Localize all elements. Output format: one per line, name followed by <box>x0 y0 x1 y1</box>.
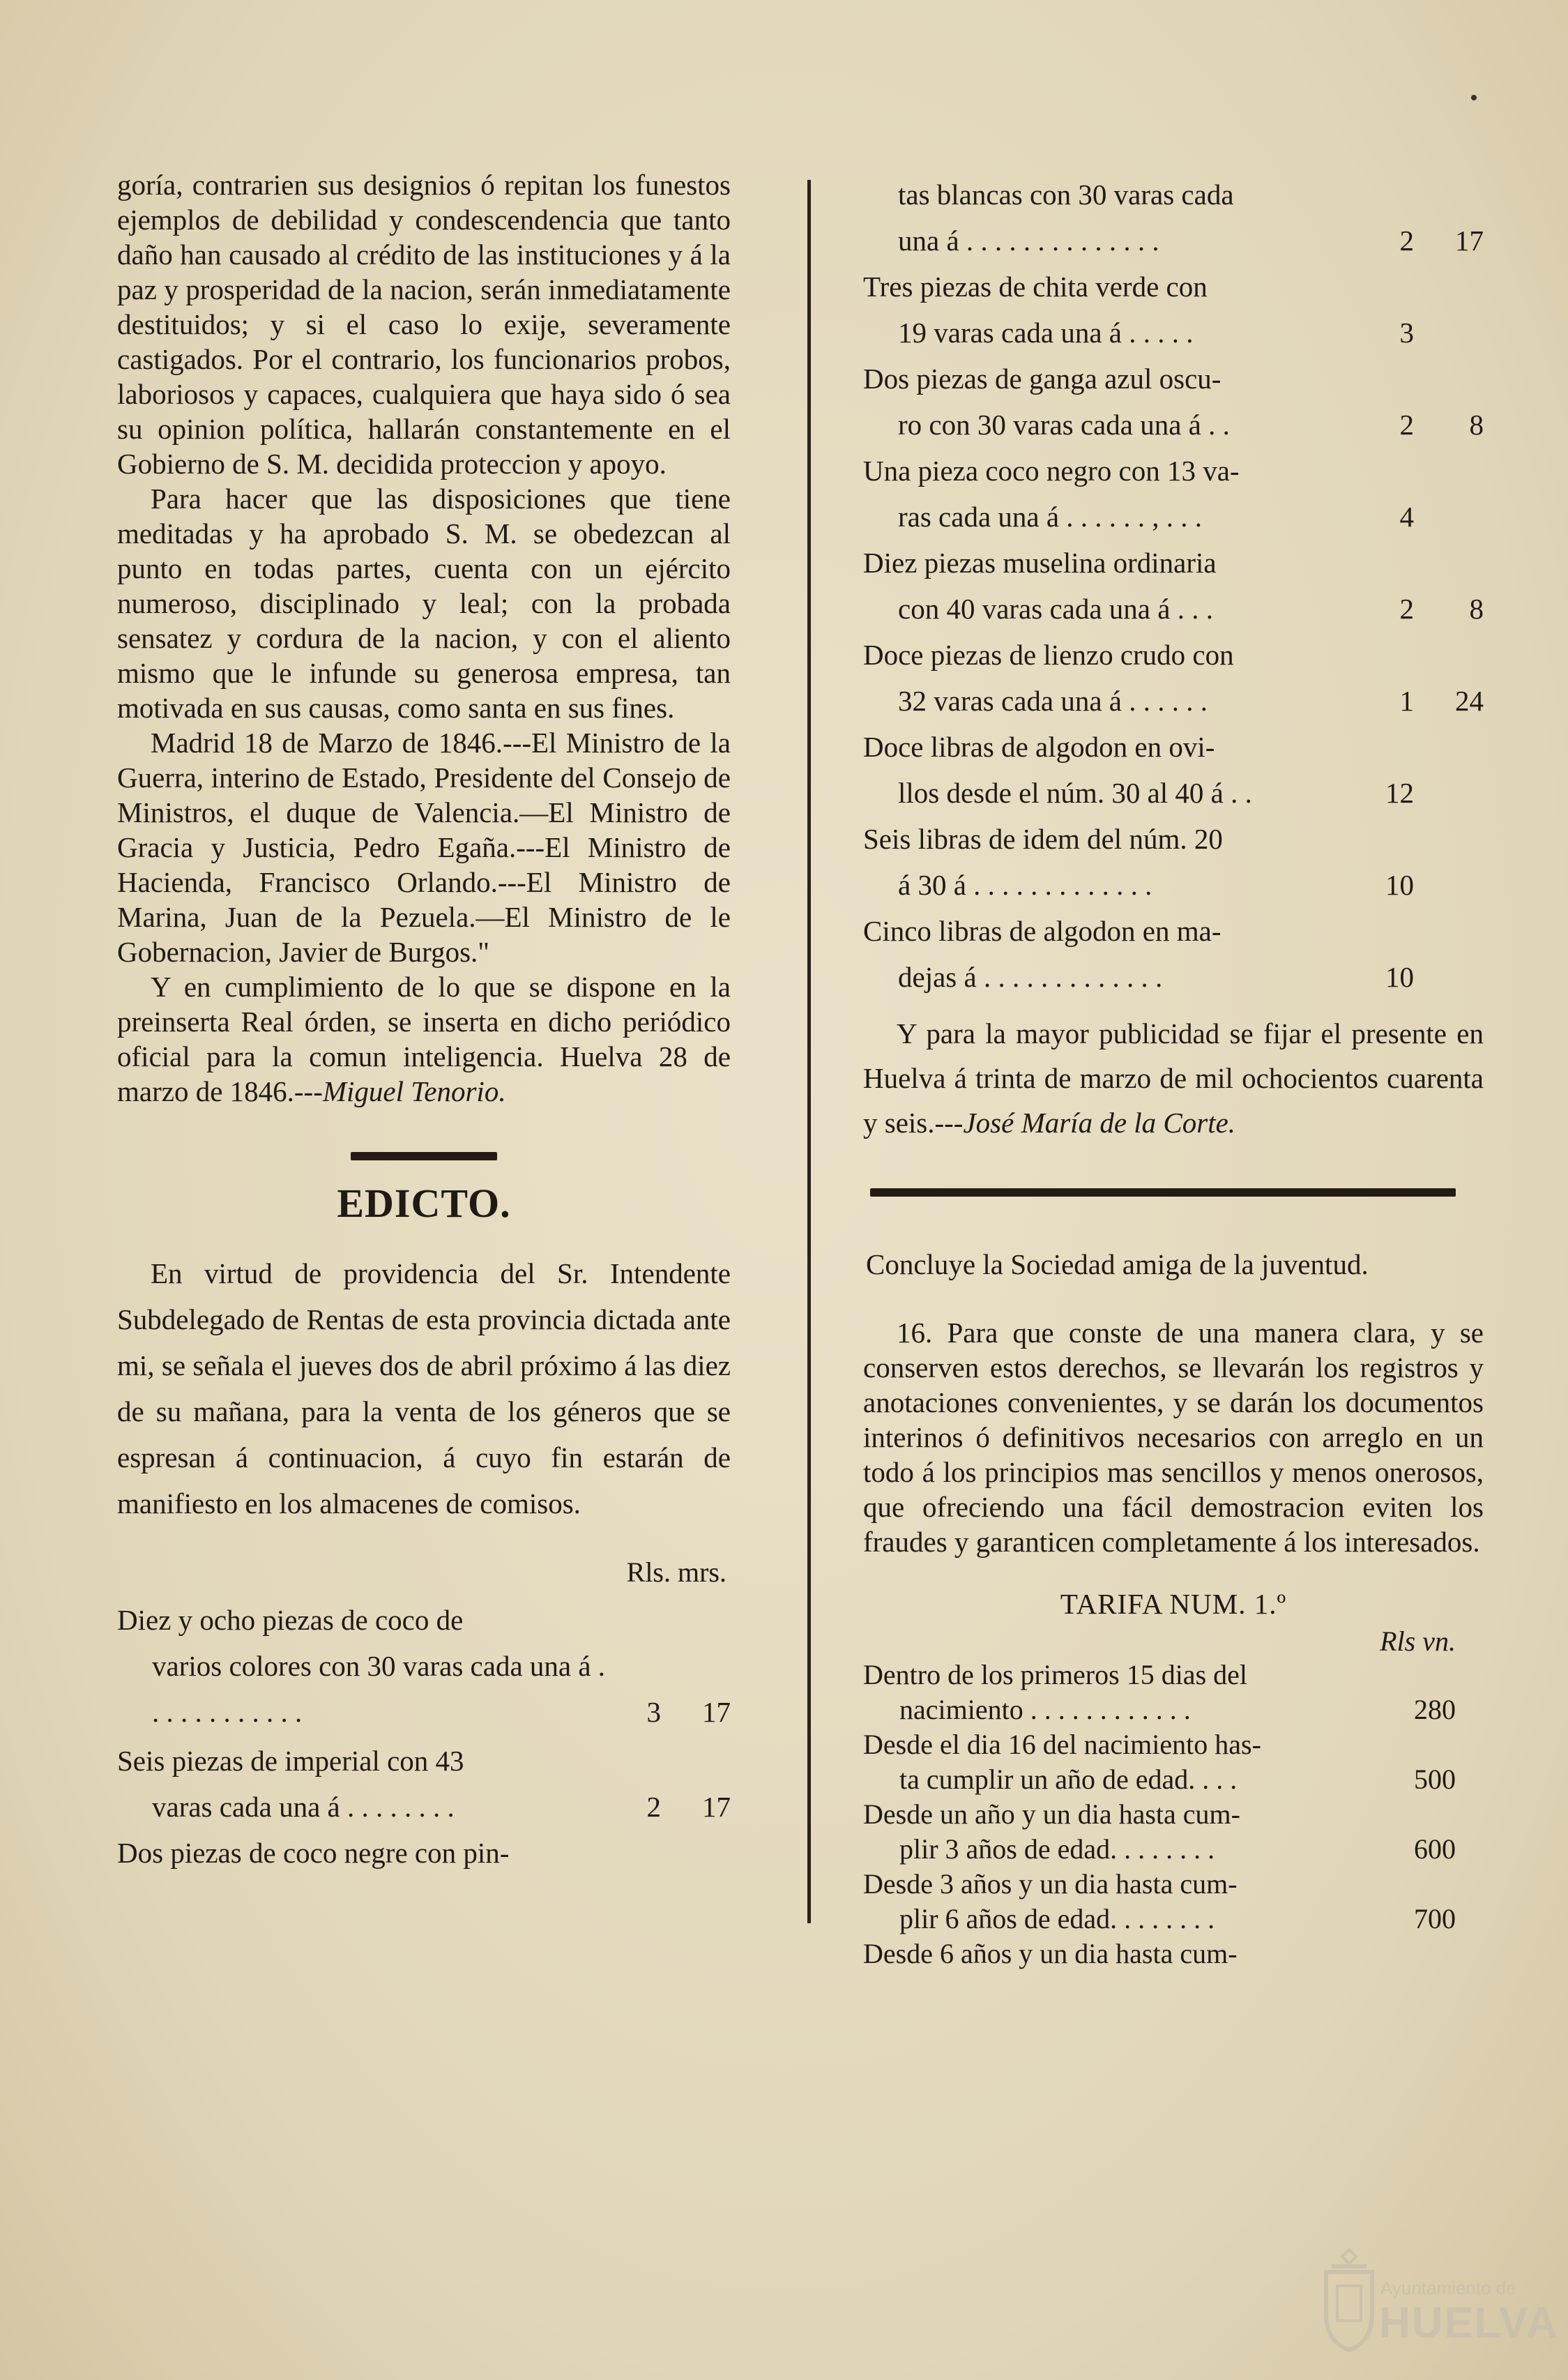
tarifa-title: TARIFA NUM. 1.º <box>1060 1588 1287 1620</box>
goods-item-line: Doce piezas de lienzo crudo con <box>863 639 1234 671</box>
goods-maravedis: 17 <box>702 1696 731 1728</box>
goods-item-line: 19 varas cada una á . . . . . <box>898 317 1194 349</box>
tarifa-row-line: nacimiento . . . . . . . . . . . . <box>899 1694 1191 1725</box>
goods-maravedis: 17 <box>1455 225 1484 257</box>
goods-item <box>863 908 1484 1000</box>
goods-item-line: tas blancas con 30 varas cada <box>898 179 1234 211</box>
goods-maravedis: 8 <box>1469 593 1484 625</box>
goods-item <box>863 172 1484 264</box>
tarifa-value: 280 <box>1414 1694 1456 1725</box>
goods-reales: 10 <box>1385 869 1414 901</box>
tarifa-value: 700 <box>1414 1903 1456 1934</box>
huelva-watermark <box>1297 2244 1559 2363</box>
goods-item-line: llos desde el núm. 30 al 40 á . . <box>898 777 1252 809</box>
goods-item <box>863 356 1484 448</box>
goods-item-line: Tres piezas de chita verde con <box>863 271 1208 303</box>
goods-item-line: á 30 á . . . . . . . . . . . . . <box>898 869 1152 901</box>
goods-reales: 2 <box>1399 593 1414 625</box>
print-speck <box>1471 95 1477 100</box>
goods-item-line: Doce libras de algodon en ovi- <box>863 731 1215 763</box>
tarifa-row <box>863 1936 1484 1971</box>
tarifa-row-line: Desde el dia 16 del nacimiento has- <box>863 1729 1261 1760</box>
watermark-line1: Ayuntamiento de <box>1380 2277 1516 2298</box>
goods-item <box>863 632 1484 724</box>
closing-text: Y para la mayor publicidad se fijar el presente en Huelva á trinta de marzo de mil ochocientos cuarenta y seis.--- <box>863 1017 1484 1139</box>
goods-maravedis: 8 <box>1469 409 1484 441</box>
compliance-text: Y en cumplimiento de lo que se dispone en la preinserta Real órden, se inserta en dicho periódico oficial para la comun inteligencia. Huelva 28 de marzo de 1846.--- <box>117 971 731 1107</box>
paragraph-compliance <box>117 969 731 1109</box>
goods-reales: 10 <box>1385 961 1414 993</box>
tarifa-row-line: Desde 6 años y un dia hasta cum- <box>863 1938 1238 1969</box>
goods-item <box>863 540 1484 632</box>
tarifa-unit-header: Rls vn. <box>1380 1625 1456 1657</box>
goods-reales: 1 <box>1399 685 1414 717</box>
tarifa-row-line: plir 3 años de edad. . . . . . . . <box>899 1833 1215 1865</box>
tarifa-value: 500 <box>1414 1764 1456 1795</box>
right-column <box>863 172 1484 1971</box>
left-column <box>117 167 731 1876</box>
goods-item <box>863 816 1484 908</box>
tarifa-row <box>863 1797 1484 1867</box>
goods-item-line: ras cada una á . . . . . . , . . . <box>898 501 1203 533</box>
goods-item <box>863 724 1484 816</box>
goods-item-line: varios colores con 30 varas cada una á . . . . . . . . . . . . <box>152 1650 606 1728</box>
goods-header: Rls. mrs. <box>626 1556 726 1588</box>
goods-maravedis: 24 <box>1455 685 1484 717</box>
goods-item-line: 32 varas cada una á . . . . . . <box>898 685 1208 717</box>
goods-reales: 3 <box>1399 317 1414 349</box>
paragraph-signatures: Madrid 18 de Marzo de 1846.---El Ministro de la Guerra, interino de Estado, Presidente del Consejo de Ministros, el duque de Valencia.—El Ministro de Gracia y Justicia, Pedro Egaña.---El Ministro de Hacienda, Francisco Orlando.---El Ministro de Marina, Juan de la Pezuela.—El Ministro de le Gobernacion, Javier de Burgos." <box>117 727 731 968</box>
edicto-title: EDICTO. <box>337 1181 511 1226</box>
tarifa-row-line: ta cumplir un año de edad. . . . <box>899 1764 1238 1795</box>
goods-item-line: ro con 30 varas cada una á . . <box>898 409 1230 441</box>
goods-item-line: Seis libras de idem del núm. 20 <box>863 823 1223 855</box>
section-divider <box>351 1152 497 1160</box>
tarifa-row-line: Desde un año y un dia hasta cum- <box>863 1798 1240 1830</box>
watermark-line2: HUELVA <box>1379 2299 1559 2347</box>
goods-reales: 2 <box>1399 409 1414 441</box>
goods-item-line: Diez y ocho piezas de coco de <box>117 1604 464 1636</box>
paragraph-decree-end: goría, contrarien sus designios ó repitan los funestos ejemplos de debilidad y condescendencia que tanto daño han causado al crédito de las instituciones y á la paz y prosperidad de la nacion, serán inmediatamente destituidos; y si el caso lo exije, severamente castigados. Por el contrario, los funcionarios probos, laboriosos y capaces, cualquiera que haya sido ó sea su opinion política, hallarán constantemente en el Gobierno de S. M. decidida proteccion y apoyo. <box>117 169 731 480</box>
signature-corte: José María de la Corte. <box>963 1107 1236 1139</box>
goods-reales: 2 <box>1399 225 1414 257</box>
goods-reales: 2 <box>646 1791 661 1823</box>
paragraph-dispositions: Para hacer que las disposiciones que tiene meditadas y ha aprobado S. M. se obedezcan al punto en todas partes, cuenta con un ejército numeroso, disciplinado y leal; con la probada sensatez y cordura de la nacion, y con el aliento mismo que le infunde su generosa empresa, tan motivada en sus causas, como santa en sus fines. <box>117 483 731 724</box>
tarifa-row <box>863 1727 1484 1797</box>
goods-reales: 4 <box>1399 501 1414 533</box>
tarifa-row-line: Desde 3 años y un dia hasta cum- <box>863 1868 1238 1900</box>
goods-item <box>117 1738 731 1830</box>
goods-item-line: Dos piezas de ganga azul oscu- <box>863 363 1221 395</box>
section-divider <box>870 1188 1456 1197</box>
tarifa-row <box>863 1867 1484 1936</box>
goods-item <box>863 448 1484 540</box>
sociedad-heading: Concluye la Sociedad amiga de la juventud. <box>866 1248 1369 1280</box>
goods-item-line: Una pieza coco negro con 13 va- <box>863 455 1240 487</box>
goods-item-line: Dos piezas de coco negre con pin- <box>117 1837 510 1869</box>
column-rule <box>807 180 811 1923</box>
goods-item <box>117 1597 731 1735</box>
tarifa-row <box>863 1658 1484 1727</box>
goods-reales: 12 <box>1385 777 1414 809</box>
goods-item-line: Cinco libras de algodon en ma- <box>863 915 1221 947</box>
goods-reales: 3 <box>646 1696 661 1728</box>
closing-paragraph <box>863 1011 1484 1145</box>
tarifa-value: 600 <box>1414 1833 1456 1865</box>
signature-tenorio: Miguel Tenorio. <box>322 1075 506 1107</box>
tarifa-row-line: Dentro de los primeros 15 dias del <box>863 1659 1247 1690</box>
goods-item <box>117 1830 731 1876</box>
goods-item <box>863 264 1484 356</box>
tarifa-row-line: plir 6 años de edad. . . . . . . . <box>899 1903 1215 1934</box>
article-16: 16. Para que conste de una manera clara, y se conserven estos derechos, se llevarán los registros y anotaciones convenientes, y se darán los documentos interinos ó definitivos necesarios con arreglo en un todo á los principios mas sencillos y menos onerosos, que ofreciendo una fácil demostracion eviten los fraudes y garanticen completamente á los interesados. <box>863 1317 1484 1558</box>
edicto-text: En virtud de providencia del Sr. Intendente Subdelegado de Rentas de esta provincia dictada ante mi, se señala el jueves dos de abril próximo á las diez de su mañana, para la venta de los géneros que se espresan á continuacion, á cuyo fin estarán de manifiesto en los almacenes de comisos. <box>117 1257 731 1519</box>
goods-item-line: Diez piezas muselina ordinaria <box>863 547 1217 579</box>
goods-item-line: dejas á . . . . . . . . . . . . . <box>898 961 1163 993</box>
goods-item-line: varas cada una á . . . . . . . . <box>152 1791 455 1823</box>
goods-item-line: una á . . . . . . . . . . . . . . <box>898 225 1159 257</box>
goods-maravedis: 17 <box>702 1791 731 1823</box>
coat-of-arms-icon <box>1311 2244 1387 2356</box>
goods-item-line: Seis piezas de imperial con 43 <box>117 1745 464 1777</box>
goods-item-line: con 40 varas cada una á . . . <box>898 593 1213 625</box>
